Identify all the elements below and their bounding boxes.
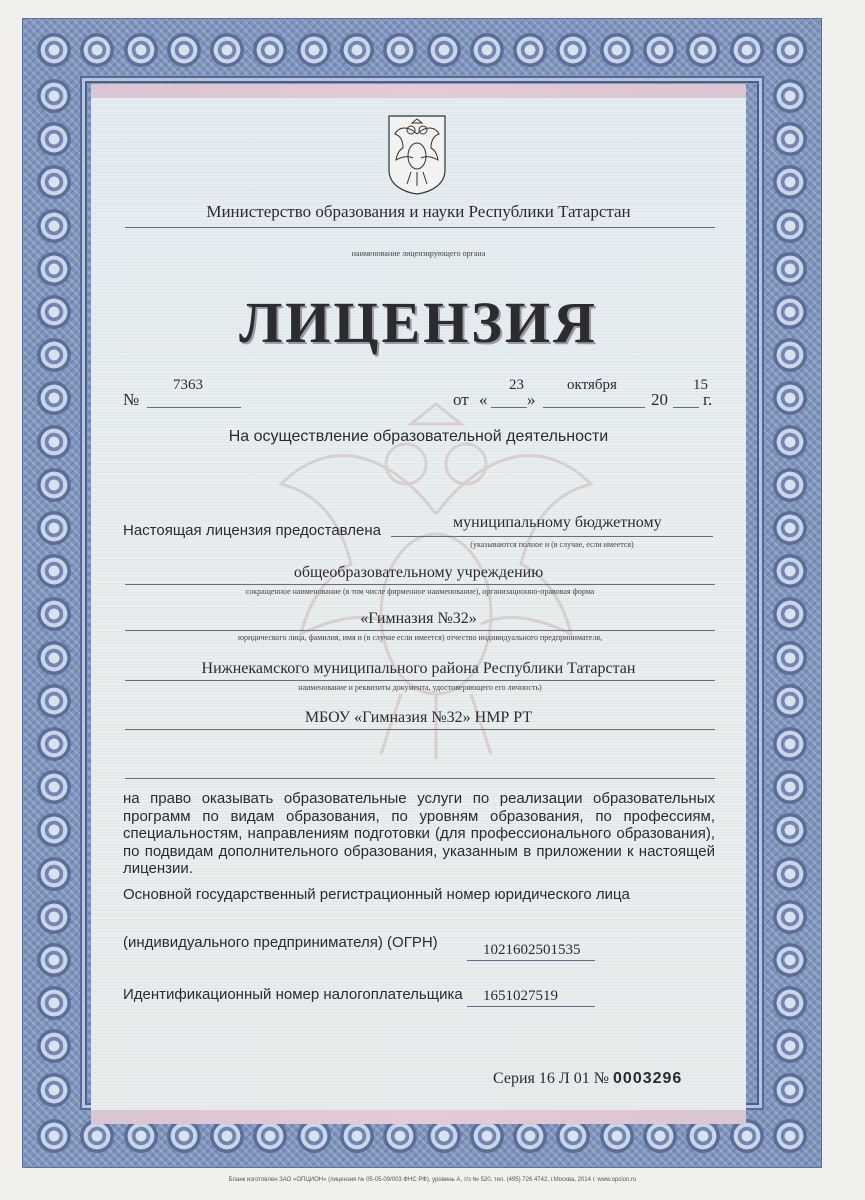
ogrn-label-line-1: Основной государственный регистрационный номер юридического лица <box>123 886 630 903</box>
licensee-short-name: МБОУ «Гимназия №32» НМР РТ <box>304 709 533 726</box>
underline <box>467 1006 595 1007</box>
caption-4: наименование и реквизиты документа, удостоверяющего его личность) <box>298 683 542 692</box>
license-scope-text: на право оказывать образовательные услуги по реализации образовательных программ по видам образования, по уровням образования, по профессиям, специальностям, направлениям подготовки (для профессионального образования), по подвидам дополнительного образования, указанным в приложении к настоящей лицензии. <box>123 790 715 877</box>
underline <box>673 407 699 408</box>
underline <box>543 407 645 408</box>
license-field <box>91 84 746 1124</box>
printer-footer: Бланк изготовлен ЗАО «ОПЦИОН» (лицензия № 05-05-09/003 ФНС РФ), уровень А, т/з № 520, тел. (495) 726 4742, г.Москва, 2014 г. www.opcion.ru <box>228 1177 637 1183</box>
top-pink-band <box>91 84 746 98</box>
caption-2: сокращенное наименование (в том числе фирменное наименование), организационно-правовая форма <box>245 587 595 596</box>
series-number-label: № <box>593 1070 610 1087</box>
bottom-ornament-row <box>37 1119 807 1153</box>
inn-label: Идентификационный номер налогоплательщика <box>123 986 463 1003</box>
issue-year: 15 <box>693 377 708 393</box>
bottom-pink-band <box>91 1110 746 1124</box>
ogrn-label-line-2: (индивидуального предпринимателя) (ОГРН) <box>123 934 438 951</box>
form-series <box>493 1070 682 1088</box>
year-prefix: 20 <box>651 390 668 409</box>
left-ornament-column <box>37 79 71 1107</box>
underline <box>491 407 527 408</box>
underline <box>125 227 715 228</box>
quote-open: « <box>479 390 488 409</box>
licensee-line-1: муниципальному бюджетному <box>453 514 662 531</box>
right-ornament-column <box>773 79 807 1107</box>
underline <box>147 407 241 408</box>
underline <box>125 584 715 585</box>
licensee-line-2: общеобразовательному учреждению <box>293 564 544 581</box>
number-label: № <box>123 390 140 409</box>
underline <box>391 536 713 537</box>
quote-close: » <box>527 390 536 409</box>
caption-organ: наименование лицензирующего органа <box>351 249 486 258</box>
underline <box>125 729 715 730</box>
underline <box>125 680 715 681</box>
series-label: Серия <box>493 1070 535 1087</box>
ministry-name: Министерство образования и науки Республики Татарстан <box>206 202 631 221</box>
ogrn-value: 1021602501535 <box>483 942 581 958</box>
licensee-line-4: Нижнекамского муниципального района Республики Татарстан <box>201 660 636 677</box>
underline <box>125 778 715 779</box>
issue-day: 23 <box>509 377 524 393</box>
date-from-label: от <box>453 390 469 409</box>
year-suffix: г. <box>703 390 713 409</box>
underline <box>467 960 595 961</box>
issue-month: октября <box>567 377 617 393</box>
license-purpose: На осуществление образовательной деятельности <box>228 428 609 445</box>
coat-of-arms-icon <box>387 114 447 196</box>
inn-value: 1651027519 <box>483 988 558 1004</box>
document-title: ЛИЦЕНЗИЯ <box>239 290 598 355</box>
series-code: 16 Л 01 <box>538 1070 590 1087</box>
caption-3: юридического лица, фамилия, имя и (в случае если имеется) отчество индивидуального предпринимателя, <box>237 633 603 642</box>
licensee-line-3: «Гимназия №32» <box>360 610 477 627</box>
series-number: 0003296 <box>613 1070 683 1087</box>
top-ornament-row <box>37 33 807 67</box>
caption-1: (указываются полное и (в случае, если имеется) <box>470 540 634 549</box>
license-number: 7363 <box>173 377 203 393</box>
underline <box>125 630 715 631</box>
granted-label: Настоящая лицензия предоставлена <box>123 522 382 539</box>
